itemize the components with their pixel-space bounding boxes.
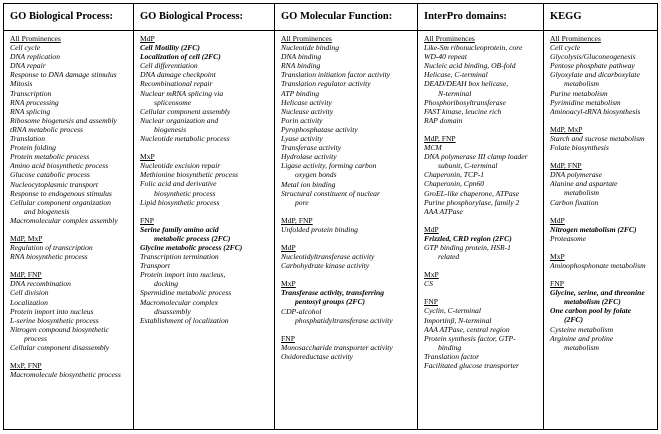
list-item: RNA processing [10, 97, 59, 107]
column-body [275, 31, 417, 370]
group [140, 34, 270, 143]
group-title: FNP [281, 333, 295, 343]
list-item: Unfolded protein binding [281, 224, 358, 234]
list-item: metabolic process (2FC) [154, 233, 231, 243]
list-item: Nitrogen metabolism (2FC) [550, 224, 637, 234]
list-item: Cellular component organization [10, 197, 111, 207]
group-title: MxP, FNP [10, 361, 42, 371]
list-item: Folic acid and derivative [140, 179, 217, 189]
list-item: Nucleic acid binding, OB-fold [424, 61, 516, 71]
group [424, 270, 539, 288]
list-item: GTP binding protein, HSR-1 [424, 242, 511, 252]
group-title: All Prominences [424, 34, 475, 43]
list-item: Amino acid biosynthetic process [10, 161, 109, 171]
list-item: Nitrogen compound biosynthetic [10, 324, 109, 334]
list-item: DNA polymerase [550, 170, 602, 180]
list-item: Cellular component disassembly [10, 343, 110, 352]
group [550, 125, 653, 152]
list-item: metabolism (2FC) [564, 297, 621, 307]
group-title: MxP [424, 270, 439, 280]
column-body [4, 31, 133, 388]
list-item: DNA damage checkpoint [140, 70, 216, 80]
column-header: GO Biological Process: [134, 4, 274, 31]
list-item: Glycine, serine, and threonine [550, 288, 645, 298]
group [281, 34, 413, 207]
column-go-molecular-function [275, 4, 418, 429]
list-item: metabolism [564, 188, 600, 198]
list-item: DNA replication [10, 52, 60, 62]
list-item: Glycine metabolic process (2FC) [140, 242, 243, 252]
list-item: Cysteine metabolism [550, 324, 614, 334]
list-item: ATP binding [281, 88, 320, 98]
column-kegg [544, 4, 657, 429]
list-item: Cell cycle [550, 43, 581, 53]
list-item: Regulation of transcription [10, 243, 93, 253]
list-item: Folate biosynthesis [550, 143, 609, 153]
group-title: MxP [550, 251, 565, 261]
list-item: Like-Sm ribonucleoprotein, core [424, 43, 523, 53]
group-title: MdP [140, 34, 155, 43]
list-item: Translation initiation factor activity [281, 70, 391, 80]
list-item: Glycolysis/Gluconeogenesis [550, 52, 636, 62]
list-item: Chaperonin, TCP-1 [424, 170, 485, 180]
list-item: Translation [10, 134, 46, 144]
column-header: InterPro domains: [418, 4, 543, 31]
group [550, 161, 653, 206]
list-item: Transport [140, 261, 170, 271]
list-item: DNA binding [281, 52, 322, 62]
list-item: Protein synthesis factor, GTP- [424, 333, 516, 343]
group [10, 34, 129, 225]
list-item: RNA splicing [10, 106, 51, 116]
column-go-biological-process-2 [134, 4, 275, 429]
list-item: Nucleocytoplasmic transport [10, 179, 98, 189]
list-item: Carbohydrate kinase activity [281, 261, 370, 271]
list-item: Structural constituent of nuclear [281, 188, 380, 198]
list-item: Pyrimidine metabolism [550, 97, 621, 107]
group [10, 361, 129, 379]
list-item: Nucleotide binding [281, 43, 339, 53]
list-item: Facilitated glucose transporter [424, 361, 519, 370]
group [550, 216, 653, 243]
group-title: MdP, FNP [281, 215, 313, 225]
group-title: MdP, MxP [10, 233, 43, 243]
prominence-table [3, 3, 658, 430]
list-item: Cell cycle [10, 43, 41, 53]
group-title: MdP, FNP [10, 270, 42, 280]
group [424, 34, 539, 125]
list-item: FAST kinase, leucine rich [424, 106, 502, 116]
list-item: Transcription [10, 88, 52, 98]
group-title: All Prominences [550, 34, 601, 43]
list-item: Nucleotide excision repair [140, 161, 221, 171]
group-title: FNP [140, 215, 154, 225]
list-item: Oxidoreductase activity [281, 351, 354, 361]
list-item: L-serine biosynthetic process [10, 315, 99, 325]
list-item: Alanine and aspartate [550, 179, 618, 189]
group-title: MxP [281, 279, 296, 289]
list-item: and biogenesis [24, 206, 70, 216]
list-item: Transcription termination [140, 252, 219, 262]
list-item: Translation factor [424, 351, 480, 361]
column-go-biological-process-1 [4, 4, 134, 429]
list-item: Nucleotide metabolic process [140, 134, 230, 144]
group-title: MdP, FNP [424, 133, 456, 143]
list-item: Nuclear organization and [140, 115, 219, 125]
list-item: Macromolecular complex [140, 297, 218, 307]
column-header: GO Molecular Function: [275, 4, 417, 31]
list-item: DEAD/DEAH box helicase, [424, 79, 509, 89]
list-item: Recombinational repair [140, 79, 213, 89]
list-item: phosphatidyltransferase activity [295, 315, 393, 325]
column-header: GO Biological Process: [4, 4, 133, 31]
group [140, 216, 270, 325]
list-item: biogenesis [154, 124, 187, 134]
list-item: Pentose phosphate pathway [550, 61, 635, 71]
list-item: Localization [10, 297, 48, 307]
list-item: Monosaccharide transporter activity [281, 342, 393, 352]
list-item: Starch and sucrose metabolism [550, 133, 645, 143]
list-item: Purine metabolism [550, 88, 608, 98]
list-item: AAA ATPase [424, 206, 463, 216]
list-item: Aminoacyl-tRNA biosynthesis [550, 106, 641, 116]
list-item: Macromolecule biosynthetic process [10, 370, 121, 380]
group-title: MdP [281, 242, 296, 252]
column-body [418, 31, 543, 379]
list-item: Glucose catabolic process [10, 170, 90, 180]
list-item: Cellular component assembly [140, 106, 231, 116]
list-item: Protein metabolic process [10, 152, 90, 162]
list-item: Purine phosphorylase, family 2 [424, 197, 520, 207]
list-item: RNA biosynthetic process [10, 252, 88, 262]
list-item: Lyase activity [281, 134, 323, 144]
list-item: Nuclear mRNA splicing via [140, 88, 224, 98]
list-item: Metal ion binding [281, 179, 336, 189]
group-title: MdP [550, 215, 565, 225]
list-item: Aminophosphonate metabolism [550, 260, 646, 270]
group-title: MdP, MxP [550, 124, 583, 134]
list-item: Transferase activity, transferring [281, 288, 385, 298]
list-item: Importinβ, N-terminal [424, 315, 492, 325]
list-item: (2FC) [564, 315, 583, 325]
list-item: Helicase activity [281, 97, 332, 107]
group [424, 297, 539, 370]
list-item: pore [295, 197, 309, 207]
list-item: spliceosome [154, 97, 192, 107]
group [10, 234, 129, 261]
list-item: Spermidine metabolic process [140, 288, 232, 298]
column-interpro-domains [418, 4, 544, 429]
list-item: DNA recombination [10, 279, 71, 289]
list-item: metabolism [564, 79, 600, 89]
list-item: Helicase, C-terminal [424, 70, 488, 80]
list-item: DNA polymerase III clamp loader [424, 152, 528, 162]
list-item: Translation regulator activity [281, 79, 371, 89]
list-item: Establishment of localization [140, 315, 229, 325]
group [281, 334, 413, 361]
list-item: process [24, 333, 47, 343]
list-item: Cyclin, C-terminal [424, 306, 481, 316]
list-item: Protein import into nucleus, [140, 270, 226, 280]
list-item: Cell Motility (2FC) [140, 43, 200, 53]
column-body [134, 31, 274, 334]
group [550, 279, 653, 352]
list-item: pentosyl groups (2FC) [295, 297, 366, 307]
group-title: All Prominences [10, 34, 61, 43]
list-item: Proteasome [550, 233, 586, 243]
group-title: MdP [424, 224, 439, 234]
list-item: Protein import into nucleus [10, 306, 94, 316]
list-item: disassembly [154, 306, 191, 316]
list-item: Ligase activity, forming carbon [281, 161, 377, 171]
list-item: Cell differentiation [140, 61, 198, 71]
list-item: related [438, 252, 460, 262]
list-item: binding [438, 342, 462, 352]
group [550, 34, 653, 116]
group-title: All Prominences [281, 34, 332, 43]
column-body [544, 31, 657, 361]
list-item: CDP-alcohol [281, 306, 322, 316]
group [281, 243, 413, 270]
list-item: oxygen bonds [295, 170, 337, 180]
list-item: N-terminal [438, 88, 472, 98]
group [281, 216, 413, 234]
list-item: Transferase activity [281, 143, 342, 153]
group-title: MxP [140, 152, 155, 162]
group [424, 134, 539, 216]
group [281, 279, 413, 324]
list-item: Localization of cell (2FC) [140, 52, 221, 62]
list-item: docking [154, 279, 179, 289]
list-item: Nucleotidyltransferase activity [281, 252, 375, 262]
list-item: metabolism [564, 342, 600, 352]
list-item: Ribosome biogenesis and assembly [10, 115, 117, 125]
group [10, 270, 129, 352]
list-item: Porin activity [281, 115, 323, 125]
list-item: Cell division [10, 288, 49, 298]
column-header: KEGG [544, 4, 657, 31]
list-item: CS [424, 279, 433, 289]
list-item: Serine family amino acid [140, 224, 219, 234]
list-item: biosynthetic process [154, 188, 216, 198]
list-item: RNA binding [281, 61, 321, 71]
list-item: Macromolecular complex assembly [10, 215, 118, 225]
list-item: One carbon pool by folate [550, 306, 631, 316]
list-item: Lipid biosynthetic process [140, 197, 220, 207]
list-item: subunit, C-terminal [438, 161, 498, 171]
list-item: Frizzled, CRD region (2FC) [424, 233, 512, 243]
group-title: FNP [550, 279, 564, 289]
list-item: RAP domain [424, 115, 463, 125]
list-item: Nuclease activity [281, 106, 334, 116]
list-item: Arginine and proline [550, 333, 614, 343]
list-item: Chaperonin, Cpn60 [424, 179, 485, 189]
group-title: FNP [424, 297, 438, 307]
group [140, 152, 270, 207]
list-item: Glyoxylate and dicarboxylate [550, 70, 640, 80]
list-item: AAA ATPase, central region [424, 324, 510, 334]
list-item: Phosphoribosyltransferase [424, 97, 506, 107]
list-item: tRNA metabolic process [10, 124, 83, 134]
list-item: Methionine biosynthetic process [140, 170, 238, 180]
list-item: Mitosis [10, 79, 33, 89]
list-item: Carbon fixation [550, 197, 599, 207]
group-title: MdP, FNP [550, 161, 582, 171]
list-item: Response to endogenous stimulus [10, 188, 112, 198]
group [550, 252, 653, 270]
list-item: GroEL-like chaperone, ATPase [424, 188, 519, 198]
list-item: Pyrophosphatase activity [281, 124, 358, 134]
list-item: Response to DNA damage stimulus [10, 70, 117, 80]
group [424, 225, 539, 261]
list-item: WD-40 repeat [424, 52, 467, 62]
list-item: Protein folding [10, 143, 56, 153]
list-item: DNA repair [10, 61, 46, 71]
list-item: MCM [424, 143, 442, 153]
list-item: Hydrolase activity [281, 152, 337, 162]
